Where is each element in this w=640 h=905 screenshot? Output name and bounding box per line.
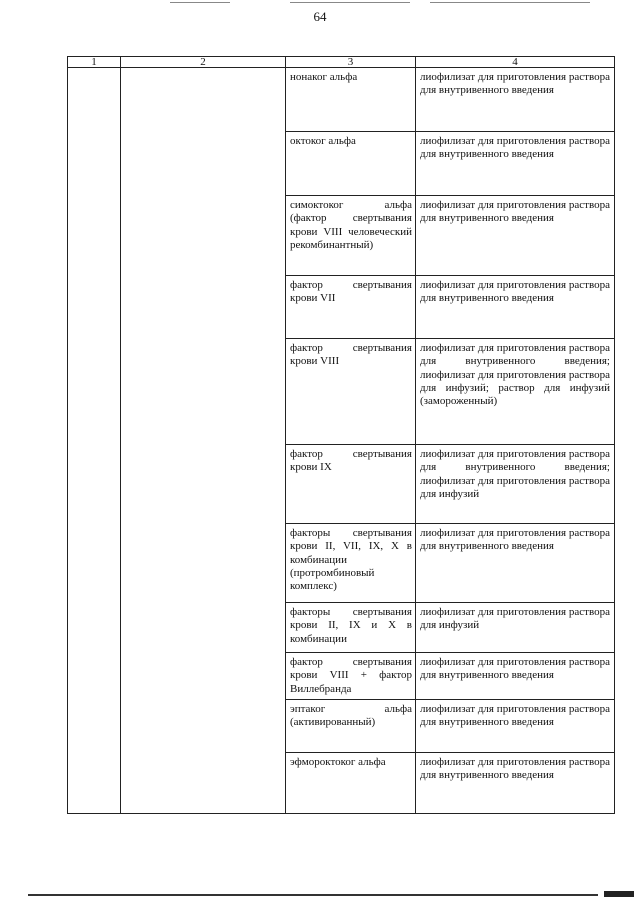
dosage-form: лиофилизат для приготовления раствора для инфузий <box>420 606 610 632</box>
dosage-form-cell <box>416 339 615 445</box>
drug-name: фактор свертывания крови IX <box>290 448 412 474</box>
top-rule <box>290 2 410 3</box>
dosage-form-cell <box>416 603 615 653</box>
header-col-2: 2 <box>121 57 286 68</box>
drug-name: симоктоког альфа (фактор свертывания крови VIII человеческий рекомбинантный) <box>290 199 412 251</box>
drug-name-cell <box>286 196 416 276</box>
dosage-form-cell <box>416 276 615 339</box>
drug-name: октоког альфа <box>290 135 356 147</box>
top-rule <box>170 2 230 3</box>
drug-name-cell <box>286 753 416 814</box>
col-2-cell <box>121 68 286 814</box>
dosage-form: лиофилизат для приготовления раствора для внутривенного введения; лиофилизат для приготовления раствора для инфузий <box>420 448 610 500</box>
dosage-form: лиофилизат для приготовления раствора для внутривенного введения <box>420 135 610 161</box>
drug-name-cell <box>286 700 416 753</box>
drug-name: фактор свертывания крови VIII + фактор Виллебранда <box>290 656 412 695</box>
drug-table <box>67 56 615 814</box>
drug-name: эфмороктоког альфа <box>290 756 386 768</box>
drug-name-cell <box>286 653 416 700</box>
dosage-form: лиофилизат для приготовления раствора для внутривенного введения <box>420 527 610 553</box>
dosage-form-cell <box>416 132 615 196</box>
dosage-form: лиофилизат для приготовления раствора для внутривенного введения; лиофилизат для приготовления раствора для инфузий; раствор для инфузий (замороженный) <box>420 342 610 408</box>
col-1-cell <box>68 68 121 814</box>
header-row <box>68 57 615 68</box>
drug-name-cell <box>286 445 416 524</box>
header-col-4: 4 <box>416 57 615 68</box>
drug-name-cell <box>286 339 416 445</box>
dosage-form-cell <box>416 653 615 700</box>
dosage-form: лиофилизат для приготовления раствора для внутривенного введения <box>420 756 610 782</box>
dosage-form: лиофилизат для приготовления раствора для внутривенного введения <box>420 656 610 682</box>
drug-name-cell <box>286 276 416 339</box>
drug-name-cell <box>286 603 416 653</box>
table-row <box>68 68 615 132</box>
dosage-form-cell <box>416 524 615 603</box>
dosage-form-cell <box>416 700 615 753</box>
dosage-form-cell <box>416 196 615 276</box>
drug-name-cell <box>286 524 416 603</box>
header-col-1: 1 <box>68 57 121 68</box>
bottom-rule <box>28 894 598 896</box>
drug-name-cell <box>286 68 416 132</box>
drug-name: факторы свертывания крови II, IX и X в комбинации <box>290 606 412 645</box>
dosage-form: лиофилизат для приготовления раствора для внутривенного введения <box>420 71 610 97</box>
drug-name: эптаког альфа (активированный) <box>290 703 412 729</box>
dosage-form-cell <box>416 68 615 132</box>
top-rule <box>430 2 590 3</box>
dosage-form-cell <box>416 753 615 814</box>
page-number: 64 <box>313 9 327 24</box>
dosage-form: лиофилизат для приготовления раствора для внутривенного введения <box>420 703 610 729</box>
table-body <box>68 68 615 814</box>
bottom-mark <box>604 891 634 897</box>
header-col-3: 3 <box>286 57 416 68</box>
drug-name: факторы свертывания крови II, VII, IX, X в комбинации (протромбиновый комплекс) <box>290 527 412 593</box>
dosage-form: лиофилизат для приготовления раствора для внутривенного введения <box>420 199 610 225</box>
drug-name: фактор свертывания крови VIII <box>290 342 412 368</box>
drug-name-cell <box>286 132 416 196</box>
dosage-form: лиофилизат для приготовления раствора для внутривенного введения <box>420 279 610 305</box>
drug-name: нонаког альфа <box>290 71 358 83</box>
drug-name: фактор свертывания крови VII <box>290 279 412 305</box>
dosage-form-cell <box>416 445 615 524</box>
